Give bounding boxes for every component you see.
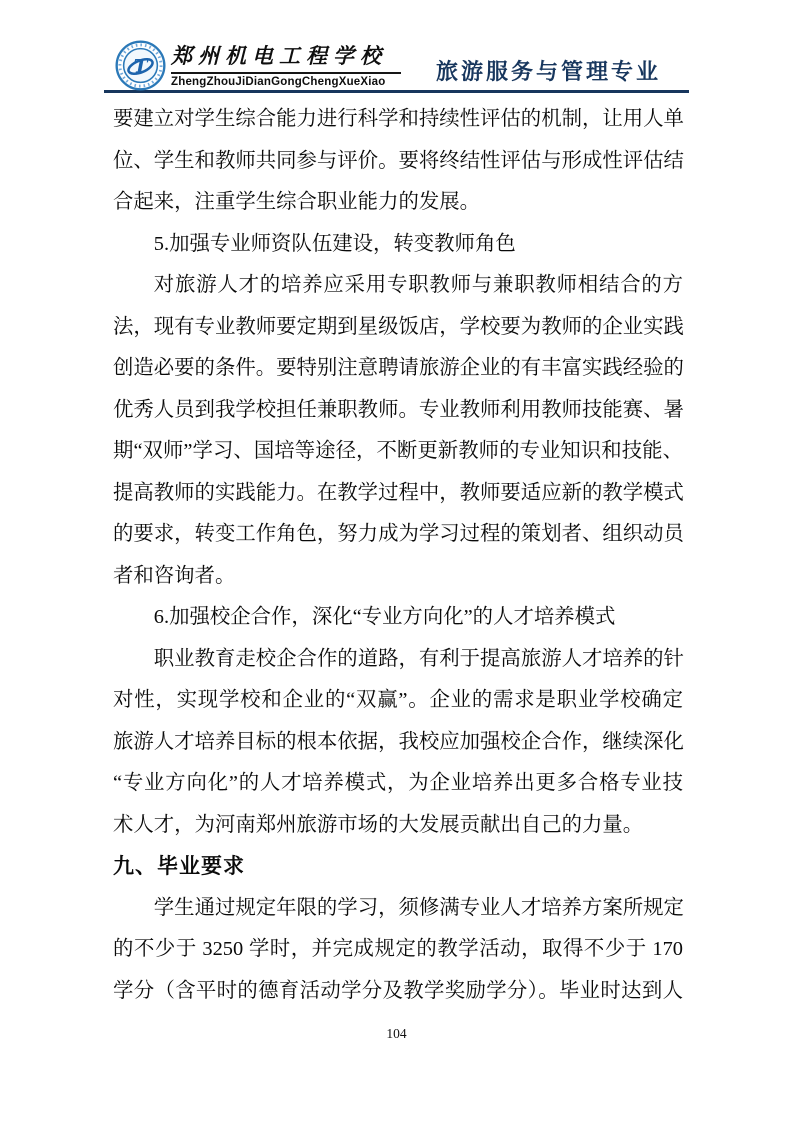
school-name: 郑州机电工程学校	[171, 40, 401, 74]
body-line: 优秀人员到我学校担任兼职教师。专业教师利用教师技能赛、暑	[113, 398, 684, 421]
school-logo	[115, 40, 166, 91]
body-line: 期“双师”学习、国培等途径，不断更新教师的专业知识和技能、	[113, 440, 683, 462]
body-line: 对旅游人才的培养应采用专职教师与兼职教师相结合的方	[153, 274, 683, 296]
school-identity	[171, 40, 401, 88]
body-line: 对性，实现学校和企业的“双赢”。企业的需求是职业学校确定	[113, 689, 683, 711]
major-title: 旅游服务与管理专业	[435, 59, 661, 85]
page-number: 104	[386, 1026, 407, 1041]
body-line: 的不少于 3250 学时，并完成规定的教学活动，取得不少于 170	[113, 938, 683, 960]
school-pinyin: ZhengZhouJiDianGongChengXueXiao	[171, 76, 386, 88]
body-line: 提高教师的实践能力。在教学过程中，教师要适应新的教学模式	[113, 481, 684, 504]
body-line: “专业方向化”的人才培养模式，为企业培养出更多合格专业技	[113, 772, 683, 794]
body-line: 创造必要的条件。要特别注意聘请旅游企业的有丰富实践经验的	[113, 357, 684, 379]
body-line: 学生通过规定年限的学习，须修满专业人才培养方案所规定	[153, 896, 684, 919]
body-line: 旅游人才培养目标的根本依据，我校应加强校企合作，继续深化	[113, 730, 684, 753]
body-line: 的要求，转变工作角色，努力成为学习过程的策划者、组织动员	[113, 523, 684, 545]
body-line: 要建立对学生综合能力进行科学和持续性评估的机制，让用人单	[113, 108, 684, 130]
body-line: 职业教育走校企合作的道路，有利于提高旅游人才培养的针	[153, 647, 684, 670]
body-line: 合起来，注重学生综合职业能力的发展。	[113, 191, 481, 213]
numbered-heading-6: 6.加强校企合作，深化“专业方向化”的人才培养模式	[153, 606, 616, 628]
school-emblem-icon	[115, 40, 166, 91]
svg-text:T: T	[133, 56, 148, 78]
section-heading-graduation: 九、毕业要求	[113, 855, 245, 878]
numbered-heading-5: 5.加强专业师资队伍建设，转变教师角色	[153, 232, 516, 255]
body-line: 者和咨询者。	[113, 564, 236, 587]
page-header	[104, 36, 689, 93]
document-body	[113, 99, 683, 1012]
body-line: 学分（含平时的德育活动学分及教学奖励学分）。毕业时达到人	[113, 979, 683, 1002]
body-line: 术人才，为河南郑州旅游市场的大发展贡献出自己的力量。	[113, 813, 644, 836]
body-line: 位、学生和教师共同参与评价。要将终结性评估与形成性评估结	[113, 149, 684, 172]
body-line: 法，现有专业教师要定期到星级饭店，学校要为教师的企业实践	[113, 315, 684, 338]
